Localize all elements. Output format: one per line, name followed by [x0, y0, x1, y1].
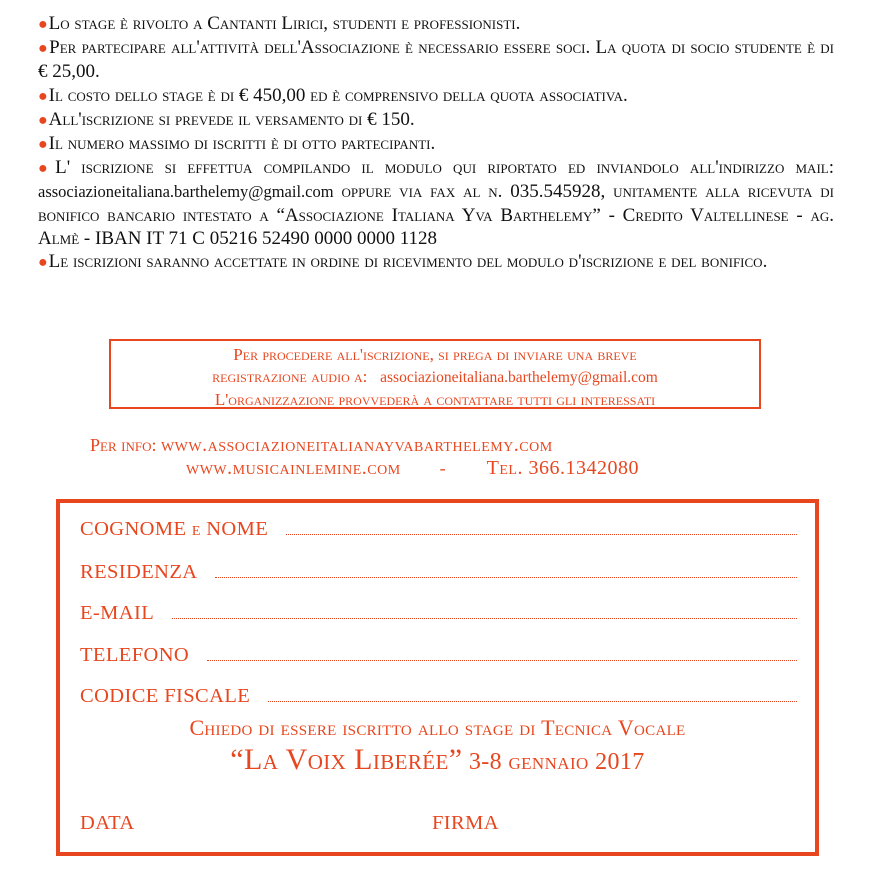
registration-form: [56, 499, 819, 856]
rule-text: L' iscrizione si effettua compilando il modulo qui riportato ed inviandolo all'indirizzo mail:: [55, 157, 834, 179]
bullet-icon: ●: [38, 87, 48, 105]
info-block: [90, 434, 790, 480]
rule-text: Il numero massimo di iscritti è di otto partecipanti.: [48, 133, 436, 155]
date-label: DATA: [80, 812, 135, 834]
field-telefono: [80, 639, 797, 667]
rule-item: [38, 250, 834, 274]
bullet-icon: ●: [38, 111, 48, 129]
rule-item: [38, 84, 834, 108]
rule-item: [38, 36, 834, 83]
notice-line-1: Per procedere all'iscrizione, si prega di inviare una breve: [233, 345, 637, 364]
field-label: TELEFONO: [80, 644, 190, 666]
notice-line-3: L'organizzazione provvederà a contattare tutti gli interessati: [214, 390, 656, 409]
info-website-2[interactable]: www.musicainlemine.com: [186, 457, 401, 479]
rule-text: Il costo dello stage è di € 450,00 ed è comprensivo della quota associativa.: [48, 84, 628, 106]
bullet-icon: ●: [38, 254, 48, 272]
field-label: COGNOME e NOME: [80, 518, 269, 540]
field-label: E-MAIL: [80, 602, 155, 624]
field-label: RESIDENZA: [80, 561, 198, 583]
field-cognome-nome: [80, 513, 797, 541]
rule-text: Lo stage è rivolto a Cantanti Lirici, studenti e professionisti.: [48, 13, 521, 34]
codice-fiscale-input-line[interactable]: [268, 701, 797, 702]
enrollment-request: Chiedo di essere iscritto allo stage di Tecnica Vocale: [189, 715, 686, 740]
field-label: CODICE FISCALE: [80, 685, 251, 707]
info-label: Per info:: [90, 435, 157, 455]
field-email: [80, 597, 797, 625]
audio-notice-box: [109, 339, 761, 409]
rules-list: [38, 12, 834, 274]
residenza-input-line[interactable]: [215, 577, 797, 578]
course-title: “La Voix Liberée”: [230, 743, 463, 776]
bullet-icon: ●: [38, 160, 55, 178]
rule-text: oppure via fax al n. 035.545928, unitamente alla ricevuta di bonifico bancario intestato a “Associazione Italiana Yva Barthelemy” - Credito Valtellinese - ag. Almè - IBAN IT 71 C 05216 52490 0000 0000 1128: [38, 181, 834, 249]
info-phone: Tel. 366.1342080: [486, 457, 639, 479]
cognome-nome-input-line[interactable]: [286, 534, 797, 535]
field-codice-fiscale: [80, 680, 797, 708]
bullet-icon: ●: [38, 16, 48, 33]
field-residenza: [80, 556, 797, 584]
notice-line-2-prefix: registrazione audio a:: [212, 367, 368, 386]
course-date: 3-8 gennaio 2017: [468, 749, 645, 775]
rule-text: All'iscrizione si prevede il versamento di € 150.: [48, 108, 415, 130]
signature-label: FIRMA: [432, 812, 499, 834]
rule-item: [38, 132, 834, 156]
bullet-icon: ●: [38, 40, 49, 58]
telefono-input-line[interactable]: [207, 660, 797, 661]
notice-email[interactable]: associazioneitaliana.barthelemy@gmail.com: [380, 369, 658, 386]
info-separator: -: [439, 458, 446, 478]
rule-text: Per partecipare all'attività dell'Associazione è necessario essere soci. La quota di socio studente è di € 25,00.: [38, 37, 834, 83]
rule-item: [38, 108, 834, 132]
rule-email[interactable]: associazioneitaliana.barthelemy@gmail.com: [38, 182, 334, 202]
rule-item: [38, 12, 834, 36]
email-input-line[interactable]: [172, 618, 797, 619]
info-line-1: [90, 434, 790, 457]
bullet-icon: ●: [38, 136, 48, 154]
course-heading: [60, 743, 815, 777]
info-website-1[interactable]: www.associazioneitalianayvabarthelemy.com: [160, 434, 553, 456]
info-line-2: [90, 457, 790, 480]
rule-text: Le iscrizioni saranno accettate in ordine di ricevimento del modulo d'iscrizione e del bonifico.: [48, 251, 768, 273]
rule-item: [38, 156, 834, 250]
notice-line-2: [111, 366, 759, 389]
